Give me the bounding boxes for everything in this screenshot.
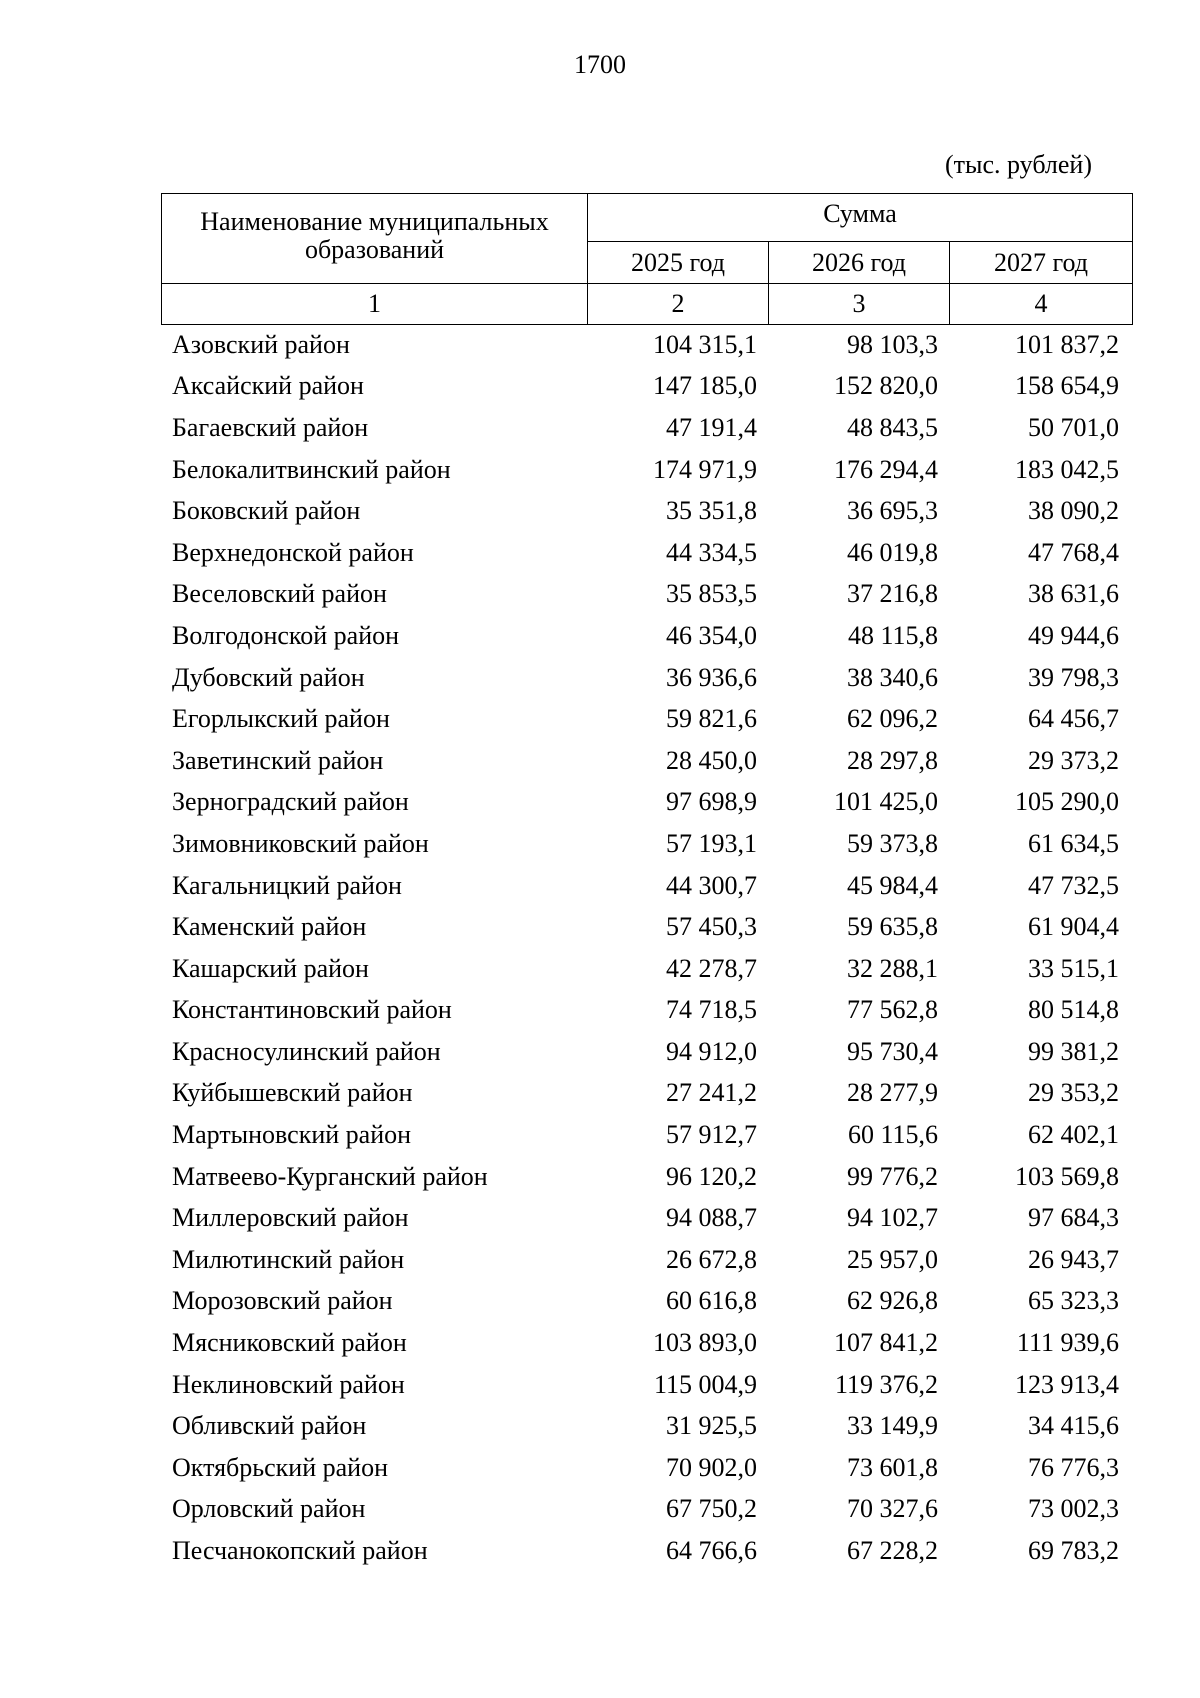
value-2025: 64 766,6 bbox=[666, 1536, 757, 1566]
value-2026: 48 115,8 bbox=[847, 620, 938, 650]
value-2025: 28 450,0 bbox=[666, 745, 757, 775]
value-2025: 70 902,0 bbox=[666, 1452, 757, 1482]
value-2026: 32 288,1 bbox=[847, 953, 938, 983]
municipality-name: Багаевский район bbox=[172, 412, 369, 442]
value-2026: 28 277,9 bbox=[847, 1078, 938, 1108]
table-row bbox=[161, 740, 1132, 782]
value-2027: 103 569,8 bbox=[1015, 1161, 1119, 1191]
table-row bbox=[161, 948, 1132, 990]
value-2027: 61 904,4 bbox=[1028, 912, 1119, 942]
table-row bbox=[161, 1405, 1132, 1447]
value-2025: 147 185,0 bbox=[653, 371, 757, 401]
value-2027: 111 939,6 bbox=[1016, 1328, 1119, 1358]
municipality-name: Аксайский район bbox=[172, 371, 364, 401]
value-2025: 57 450,3 bbox=[666, 912, 757, 942]
table-row bbox=[161, 1073, 1132, 1115]
header-year-2025: 2025 год bbox=[588, 242, 769, 284]
municipality-name: Каменский район bbox=[172, 912, 367, 942]
municipality-name: Волгодонской район bbox=[172, 620, 400, 650]
table-row bbox=[161, 1530, 1132, 1572]
value-2027: 76 776,3 bbox=[1028, 1452, 1119, 1482]
value-2026: 70 327,6 bbox=[847, 1494, 938, 1524]
value-2025: 67 750,2 bbox=[666, 1494, 757, 1524]
municipality-name: Куйбышевский район bbox=[172, 1078, 413, 1108]
table-row bbox=[161, 1447, 1132, 1489]
municipality-name: Дубовский район bbox=[172, 662, 365, 692]
value-2027: 99 381,2 bbox=[1028, 1036, 1119, 1066]
municipality-name: Боковский район bbox=[172, 496, 361, 526]
table-row bbox=[161, 532, 1132, 574]
value-2025: 44 300,7 bbox=[666, 870, 757, 900]
municipality-name: Мясниковский район bbox=[172, 1328, 407, 1358]
value-2026: 101 425,0 bbox=[834, 787, 938, 817]
value-2027: 38 631,6 bbox=[1028, 579, 1119, 609]
value-2027: 105 290,0 bbox=[1015, 787, 1119, 817]
value-2026: 119 376,2 bbox=[834, 1369, 938, 1399]
municipality-name: Октябрьский район bbox=[172, 1452, 388, 1482]
value-2026: 36 695,3 bbox=[847, 496, 938, 526]
value-2027: 47 768,4 bbox=[1028, 537, 1119, 567]
column-number-2: 2 bbox=[588, 284, 769, 325]
table-body bbox=[161, 324, 1132, 1572]
value-2027: 33 515,1 bbox=[1028, 953, 1119, 983]
municipality-name: Веселовский район bbox=[172, 579, 387, 609]
value-2027: 80 514,8 bbox=[1028, 995, 1119, 1025]
value-2025: 174 971,9 bbox=[653, 454, 757, 484]
value-2025: 46 354,0 bbox=[666, 620, 757, 650]
table-row bbox=[161, 1281, 1132, 1323]
value-2027: 101 837,2 bbox=[1015, 329, 1119, 359]
header-sum-cell: Сумма bbox=[588, 194, 1133, 242]
value-2025: 115 004,9 bbox=[653, 1369, 757, 1399]
municipality-name: Неклиновский район bbox=[172, 1369, 405, 1399]
value-2026: 152 820,0 bbox=[834, 371, 938, 401]
value-2025: 57 193,1 bbox=[666, 828, 757, 858]
table-row bbox=[161, 366, 1132, 408]
value-2027: 64 456,7 bbox=[1028, 704, 1119, 734]
value-2025: 35 853,5 bbox=[666, 579, 757, 609]
value-2026: 59 635,8 bbox=[847, 912, 938, 942]
municipality-name: Обливский район bbox=[172, 1411, 367, 1441]
value-2027: 29 373,2 bbox=[1028, 745, 1119, 775]
table-row bbox=[161, 657, 1132, 699]
value-2027: 62 402,1 bbox=[1028, 1120, 1119, 1150]
table-row bbox=[161, 1239, 1132, 1281]
value-2027: 47 732,5 bbox=[1028, 870, 1119, 900]
value-2025: 47 191,4 bbox=[666, 412, 757, 442]
value-2027: 65 323,3 bbox=[1028, 1286, 1119, 1316]
table-row bbox=[161, 324, 1132, 366]
municipality-name: Красносулинский район bbox=[172, 1036, 441, 1066]
column-number-1: 1 bbox=[162, 284, 588, 325]
value-2027: 97 684,3 bbox=[1028, 1203, 1119, 1233]
municipality-name: Егорлыкский район bbox=[172, 704, 390, 734]
value-2027: 183 042,5 bbox=[1015, 454, 1119, 484]
value-2027: 69 783,2 bbox=[1028, 1536, 1119, 1566]
municipality-name: Кагальницкий район bbox=[172, 870, 402, 900]
value-2025: 57 912,7 bbox=[666, 1120, 757, 1150]
table-row bbox=[161, 449, 1132, 491]
value-2026: 62 926,8 bbox=[847, 1286, 938, 1316]
value-2026: 59 373,8 bbox=[847, 828, 938, 858]
column-number-3: 3 bbox=[769, 284, 950, 325]
municipality-name: Кашарский район bbox=[172, 953, 369, 983]
table-row bbox=[161, 698, 1132, 740]
value-2027: 49 944,6 bbox=[1028, 620, 1119, 650]
header-year-2026: 2026 год bbox=[769, 242, 950, 284]
table-row bbox=[161, 1322, 1132, 1364]
value-2025: 60 616,8 bbox=[666, 1286, 757, 1316]
municipality-name: Константиновский район bbox=[172, 995, 452, 1025]
value-2027: 29 353,2 bbox=[1028, 1078, 1119, 1108]
value-2025: 94 912,0 bbox=[666, 1036, 757, 1066]
value-2027: 50 701,0 bbox=[1028, 412, 1119, 442]
municipality-name: Морозовский район bbox=[172, 1286, 393, 1316]
value-2026: 45 984,4 bbox=[847, 870, 938, 900]
municipality-name: Мартыновский район bbox=[172, 1120, 412, 1150]
value-2026: 73 601,8 bbox=[847, 1452, 938, 1482]
table-row bbox=[161, 1031, 1132, 1073]
table-header bbox=[161, 193, 1133, 325]
value-2026: 46 019,8 bbox=[847, 537, 938, 567]
page-number: 1700 bbox=[574, 50, 626, 79]
value-2025: 104 315,1 bbox=[653, 329, 757, 359]
municipality-name: Белокалитвинский район bbox=[172, 454, 451, 484]
value-2026: 94 102,7 bbox=[847, 1203, 938, 1233]
value-2027: 26 943,7 bbox=[1028, 1244, 1119, 1274]
table-row bbox=[161, 1156, 1132, 1198]
table-row bbox=[161, 407, 1132, 449]
table-row bbox=[161, 990, 1132, 1032]
value-2027: 158 654,9 bbox=[1015, 371, 1119, 401]
table-row bbox=[161, 615, 1132, 657]
table-row bbox=[161, 1364, 1132, 1406]
municipality-name: Орловский район bbox=[172, 1494, 366, 1524]
table-row bbox=[161, 1114, 1132, 1156]
column-number-4: 4 bbox=[950, 284, 1133, 325]
value-2025: 94 088,7 bbox=[666, 1203, 757, 1233]
table-row bbox=[161, 574, 1132, 616]
value-2026: 48 843,5 bbox=[847, 412, 938, 442]
table-row bbox=[161, 490, 1132, 532]
units-label: (тыс. рублей) bbox=[944, 150, 1092, 179]
value-2026: 38 340,6 bbox=[847, 662, 938, 692]
value-2025: 97 698,9 bbox=[666, 787, 757, 817]
value-2026: 25 957,0 bbox=[847, 1244, 938, 1274]
table-row bbox=[161, 906, 1132, 948]
value-2025: 36 936,6 bbox=[666, 662, 757, 692]
value-2027: 73 002,3 bbox=[1028, 1494, 1119, 1524]
value-2025: 74 718,5 bbox=[666, 995, 757, 1025]
value-2026: 77 562,8 bbox=[847, 995, 938, 1025]
municipality-name: Верхнедонской район bbox=[172, 537, 414, 567]
value-2026: 62 096,2 bbox=[847, 704, 938, 734]
value-2026: 95 730,4 bbox=[847, 1036, 938, 1066]
municipality-name: Заветинский район bbox=[172, 745, 384, 775]
table-row bbox=[161, 1489, 1132, 1531]
value-2025: 31 925,5 bbox=[666, 1411, 757, 1441]
table-row bbox=[161, 782, 1132, 824]
municipality-name: Азовский район bbox=[172, 329, 350, 359]
header-name-cell: Наименование муниципальных образований bbox=[162, 194, 588, 284]
value-2026: 67 228,2 bbox=[847, 1536, 938, 1566]
value-2025: 35 351,8 bbox=[666, 496, 757, 526]
value-2027: 34 415,6 bbox=[1028, 1411, 1119, 1441]
municipality-name: Миллеровский район bbox=[172, 1203, 409, 1233]
municipality-name: Зерноградский район bbox=[172, 787, 409, 817]
value-2026: 37 216,8 bbox=[847, 579, 938, 609]
table-row bbox=[161, 865, 1132, 907]
municipality-name: Песчанокопский район bbox=[172, 1536, 428, 1566]
value-2025: 59 821,6 bbox=[666, 704, 757, 734]
value-2027: 39 798,3 bbox=[1028, 662, 1119, 692]
value-2026: 98 103,3 bbox=[847, 329, 938, 359]
value-2025: 44 334,5 bbox=[666, 537, 757, 567]
value-2025: 27 241,2 bbox=[666, 1078, 757, 1108]
value-2026: 60 115,6 bbox=[847, 1120, 938, 1150]
value-2027: 123 913,4 bbox=[1015, 1369, 1119, 1399]
municipality-name: Зимовниковский район bbox=[172, 828, 429, 858]
value-2025: 42 278,7 bbox=[666, 953, 757, 983]
value-2027: 38 090,2 bbox=[1028, 496, 1119, 526]
value-2026: 176 294,4 bbox=[834, 454, 938, 484]
value-2025: 103 893,0 bbox=[653, 1328, 757, 1358]
value-2026: 107 841,2 bbox=[834, 1328, 938, 1358]
value-2025: 26 672,8 bbox=[666, 1244, 757, 1274]
municipality-name: Матвеево-Курганский район bbox=[172, 1161, 488, 1191]
table-row bbox=[161, 823, 1132, 865]
value-2026: 33 149,9 bbox=[847, 1411, 938, 1441]
value-2025: 96 120,2 bbox=[666, 1161, 757, 1191]
header-year-2027: 2027 год bbox=[950, 242, 1133, 284]
value-2026: 99 776,2 bbox=[847, 1161, 938, 1191]
value-2026: 28 297,8 bbox=[847, 745, 938, 775]
value-2027: 61 634,5 bbox=[1028, 828, 1119, 858]
municipality-name: Милютинский район bbox=[172, 1244, 405, 1274]
table-row bbox=[161, 1197, 1132, 1239]
